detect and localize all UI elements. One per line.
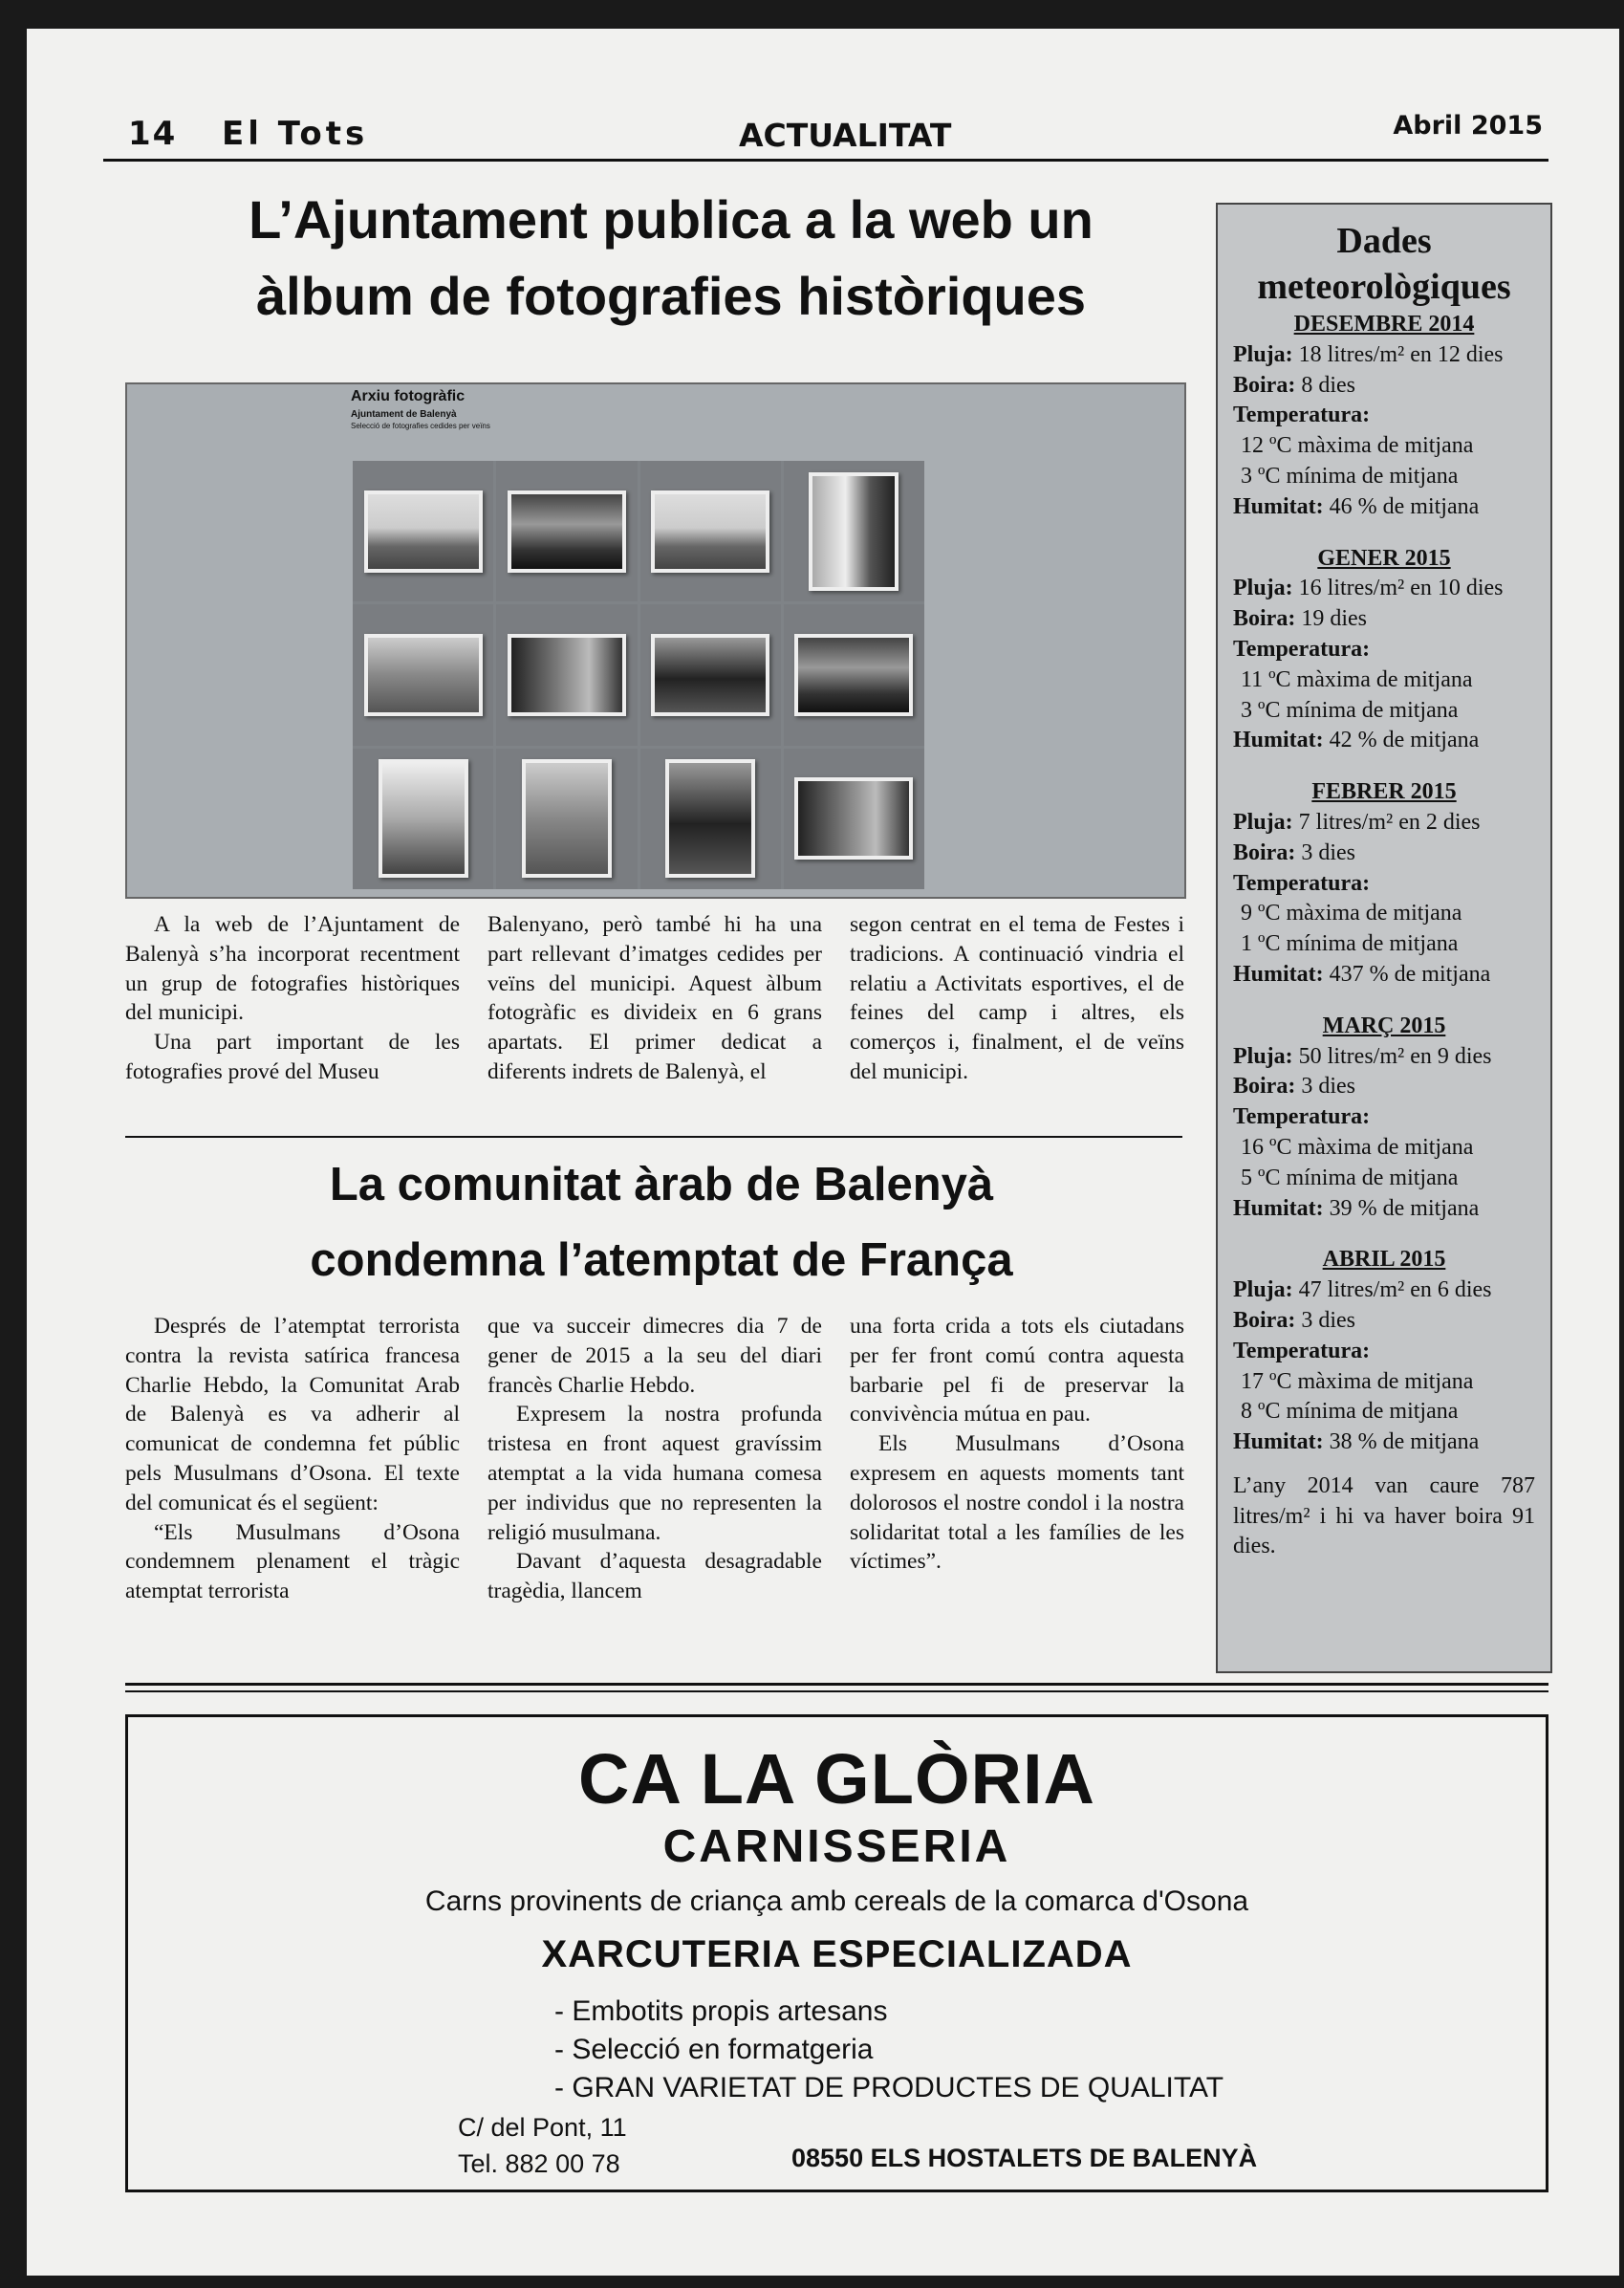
ad-product-item: - Selecció en formatgeria	[554, 2034, 874, 2065]
fog-label: Boira:	[1233, 1074, 1296, 1100]
rain-value: 50 litres/m² en 9 dies	[1298, 1043, 1492, 1069]
article2-title	[124, 1147, 1199, 1298]
weather-title-line2: meteorològiques	[1257, 267, 1511, 307]
fog-label: Boira:	[1233, 839, 1296, 865]
weather-month	[1218, 1012, 1550, 1225]
weather-temperature-label: Temperatura:	[1233, 636, 1371, 662]
ad-divider	[125, 1683, 1548, 1692]
humidity-value: 437 % de mitjana	[1329, 961, 1491, 987]
paragraph: Els Musulmans d’Osona expresem en aquests moments tant dolorosos el nostre condol i la nostra solidaritat total a les famílies de les víctimes”.	[850, 1431, 1184, 1575]
fog-value: 3 dies	[1301, 1074, 1355, 1100]
weather-temp-max: 17 ºC màxima de mitjana	[1241, 1368, 1474, 1394]
weather-temp-min: 1 ºC mínima de mitjana	[1241, 931, 1459, 957]
humidity-value: 38 % de mitjana	[1329, 1429, 1480, 1455]
fog-value: 8 dies	[1301, 372, 1355, 398]
historic-photo-thumb	[794, 634, 913, 716]
ad-product-item: - GRAN VARIETAT DE PRODUCTES DE QUALITAT	[554, 2072, 1224, 2103]
weather-month-name: GENER 2015	[1317, 545, 1451, 571]
ad-phone: Tel. 882 00 78	[458, 2149, 620, 2178]
weather-humidity	[1233, 960, 1535, 991]
paragraph: A la web de l’Ajuntament de Balenyà s’ha incorporat recentment un grup de fotografies històriques del municipi.	[125, 912, 460, 1026]
paragraph: “Els Musulmans d’Osona condemnem plenament el tràgic atemptat terrorista	[125, 1519, 460, 1604]
rain-label: Pluja:	[1233, 576, 1293, 601]
ad-product-item: - Embotits propis artesans	[554, 1995, 888, 2027]
butcher-advertisement	[125, 1714, 1548, 2192]
weather-temperature-label: Temperatura:	[1233, 1338, 1371, 1363]
fog-value: 19 dies	[1301, 606, 1367, 632]
ad-product-list	[554, 1993, 1223, 2107]
weather-fog	[1233, 1072, 1535, 1102]
publication-name: El Tots	[222, 115, 369, 153]
ad-contact	[458, 2109, 627, 2182]
photo-heading: Arxiu fotogràfic	[351, 388, 466, 404]
weather-humidity	[1233, 492, 1535, 523]
humidity-label: Humitat:	[1233, 1195, 1324, 1221]
weather-month	[1218, 1245, 1550, 1458]
rain-value: 18 litres/m² en 12 dies	[1298, 341, 1504, 367]
historic-photo-thumb	[794, 777, 913, 860]
rain-label: Pluja:	[1233, 341, 1293, 367]
weather-fog	[1233, 839, 1535, 869]
historic-photo-thumb	[665, 759, 755, 878]
paragraph: que va succeir dimecres dia 7 de gener de 2015 a la seu del diari francès Charlie Hebdo.	[487, 1314, 822, 1398]
weather-fog	[1233, 1306, 1535, 1337]
paragraph: Expresem la nostra profunda tristesa en front aquest gravíssim atemptat a la vida humana comesa per individus que no representen la religió musulmana.	[487, 1402, 822, 1545]
section-name: ACTUALITAT	[739, 117, 952, 154]
weather-temp-max: 16 ºC màxima de mitjana	[1241, 1134, 1474, 1160]
rain-value: 47 litres/m² en 6 dies	[1298, 1277, 1492, 1303]
rain-value: 7 litres/m² en 2 dies	[1298, 809, 1481, 835]
article2-column	[125, 1312, 460, 1606]
fog-value: 3 dies	[1301, 839, 1355, 865]
page-header	[103, 80, 1548, 162]
humidity-value: 39 % de mitjana	[1329, 1195, 1480, 1221]
article2-body	[125, 1312, 1184, 1606]
weather-sidebar	[1216, 203, 1552, 1673]
paragraph: Una part important de les fotografies prové del Museu	[125, 1030, 460, 1084]
issue-date: Abril 2015	[1393, 111, 1543, 141]
rain-label: Pluja:	[1233, 1277, 1293, 1303]
historic-photo-thumb	[508, 490, 626, 573]
weather-humidity	[1233, 1194, 1535, 1225]
article1-column	[125, 910, 460, 1087]
humidity-label: Humitat:	[1233, 493, 1324, 519]
weather-temp-max: 9 ºC màxima de mitjana	[1241, 901, 1462, 926]
article2-column	[850, 1312, 1184, 1606]
paragraph: segon centrat en el tema de Festes i tradicions. A continuació vindria el relatiu a Activitats esportives, el de feines del camp i altres, els comerços i, finalment, el de veïns del municipi.	[850, 912, 1184, 1084]
ad-tagline: Carns provinents de criança amb cereals de la comarca d'Osona	[424, 1885, 1249, 1917]
fog-label: Boira:	[1233, 372, 1296, 398]
photo-subheading: Ajuntament de Balenyà	[351, 409, 457, 420]
article-divider	[125, 1136, 1182, 1138]
historic-photo-thumb	[379, 759, 468, 878]
humidity-value: 46 % de mitjana	[1329, 493, 1480, 519]
weather-month	[1218, 310, 1550, 523]
historic-photo-thumb	[364, 490, 483, 573]
weather-temp-min: 3 ºC mínima de mitjana	[1241, 463, 1459, 489]
weather-month-name: ABRIL 2015	[1322, 1247, 1446, 1273]
page-number: 14	[128, 115, 178, 153]
weather-fog	[1233, 371, 1535, 402]
ad-business-type: CARNISSERIA	[662, 1821, 1011, 1872]
weather-temp-max: 11 ºC màxima de mitjana	[1241, 666, 1473, 692]
weather-rain	[1233, 574, 1535, 604]
article1-column	[850, 910, 1184, 1087]
photo-caption: Selecció de fotografies cedides per veïns	[351, 422, 490, 430]
weather-humidity	[1233, 1427, 1535, 1458]
fog-label: Boira:	[1233, 1307, 1296, 1333]
article1-title-line1: L’Ajuntament publica a la web un	[249, 189, 1093, 250]
weather-temperature-label: Temperatura:	[1233, 403, 1371, 428]
paragraph: una forta crida a tots els ciutadans per fer front comú contra aquesta barbarie pel fi de preservar la convivència mútua en pau.	[850, 1314, 1184, 1427]
weather-temp-min: 3 ºC mínima de mitjana	[1241, 697, 1459, 723]
weather-temperature-label: Temperatura:	[1233, 870, 1371, 896]
ad-address: C/ del Pont, 11	[458, 2113, 627, 2142]
rain-label: Pluja:	[1233, 809, 1293, 835]
weather-month	[1218, 544, 1550, 757]
photo-album-screenshot	[125, 382, 1186, 899]
weather-months	[1218, 310, 1550, 1458]
weather-title-line1: Dades	[1336, 221, 1432, 261]
weather-month-name: MARÇ 2015	[1322, 1013, 1446, 1038]
article2-title-line1: La comunitat àrab de Balenyà	[329, 1159, 994, 1210]
fog-label: Boira:	[1233, 606, 1296, 632]
humidity-label: Humitat:	[1233, 1429, 1324, 1455]
humidity-value: 42 % de mitjana	[1329, 728, 1480, 753]
ad-specialty: XARCUTERIA ESPECIALIZADA	[541, 1933, 1133, 1975]
ad-business-name: CA LA GLÒRIA	[578, 1739, 1095, 1819]
weather-rain	[1233, 1042, 1535, 1073]
fog-value: 3 dies	[1301, 1307, 1355, 1333]
rain-value: 16 litres/m² en 10 dies	[1298, 576, 1504, 601]
historic-photo-thumb	[651, 634, 769, 716]
paragraph: Davant d’aquesta desagradable tragèdia, llancem	[487, 1549, 822, 1604]
weather-rain	[1233, 808, 1535, 839]
historic-photo-thumb	[508, 634, 626, 716]
weather-temp-min: 5 ºC mínima de mitjana	[1241, 1165, 1459, 1190]
weather-rain	[1233, 1275, 1535, 1306]
weather-month	[1218, 777, 1550, 991]
article2-title-line2: condemna l’atemptat de França	[310, 1234, 1013, 1286]
historic-photo-thumb	[809, 472, 899, 591]
weather-title	[1218, 218, 1550, 310]
article1-title	[134, 182, 1208, 335]
weather-temp-max: 12 ºC màxima de mitjana	[1241, 433, 1474, 459]
humidity-label: Humitat:	[1233, 728, 1324, 753]
article1-column	[487, 910, 822, 1087]
weather-rain	[1233, 340, 1535, 371]
article1-body	[125, 910, 1184, 1087]
paragraph: Després de l’atemptat terrorista contra la revista satírica francesa Charlie Hebdo, la Comunitat Arab de Balenyà es va adherir al comunicat de condemna fet públic pels Musulmans d’Osona. El texte del comunicat és el següent:	[125, 1314, 460, 1515]
photo-grid	[353, 461, 924, 889]
photo-header	[351, 388, 490, 430]
humidity-label: Humitat:	[1233, 961, 1324, 987]
weather-humidity	[1233, 726, 1535, 756]
article2-column	[487, 1312, 822, 1606]
rain-label: Pluja:	[1233, 1043, 1293, 1069]
weather-temperature-label: Temperatura:	[1233, 1104, 1371, 1130]
ad-town: 08550 ELS HOSTALETS DE BALENYÀ	[791, 2144, 1258, 2172]
weather-temp-min: 8 ºC mínima de mitjana	[1241, 1399, 1459, 1425]
article1-title-line2: àlbum de fotografies històriques	[255, 266, 1087, 326]
weather-month-name: FEBRER 2015	[1311, 779, 1457, 805]
paragraph: Balenyano, però també hi ha una part rellevant d’imatges cedides per veïns del municipi. Aquest àlbum fotogràfic es divideix en 6 grans apartats. El primer dedicat a diferents indrets de Balenyà, el	[487, 912, 822, 1084]
historic-photo-thumb	[522, 759, 612, 878]
historic-photo-thumb	[651, 490, 769, 573]
historic-photo-thumb	[364, 634, 483, 716]
weather-annual-note: L’any 2014 van caure 787 litres/m² i hi va haver boira 91 dies.	[1233, 1472, 1535, 1559]
weather-fog	[1233, 604, 1535, 635]
weather-month-name: DESEMBRE 2014	[1293, 312, 1475, 337]
